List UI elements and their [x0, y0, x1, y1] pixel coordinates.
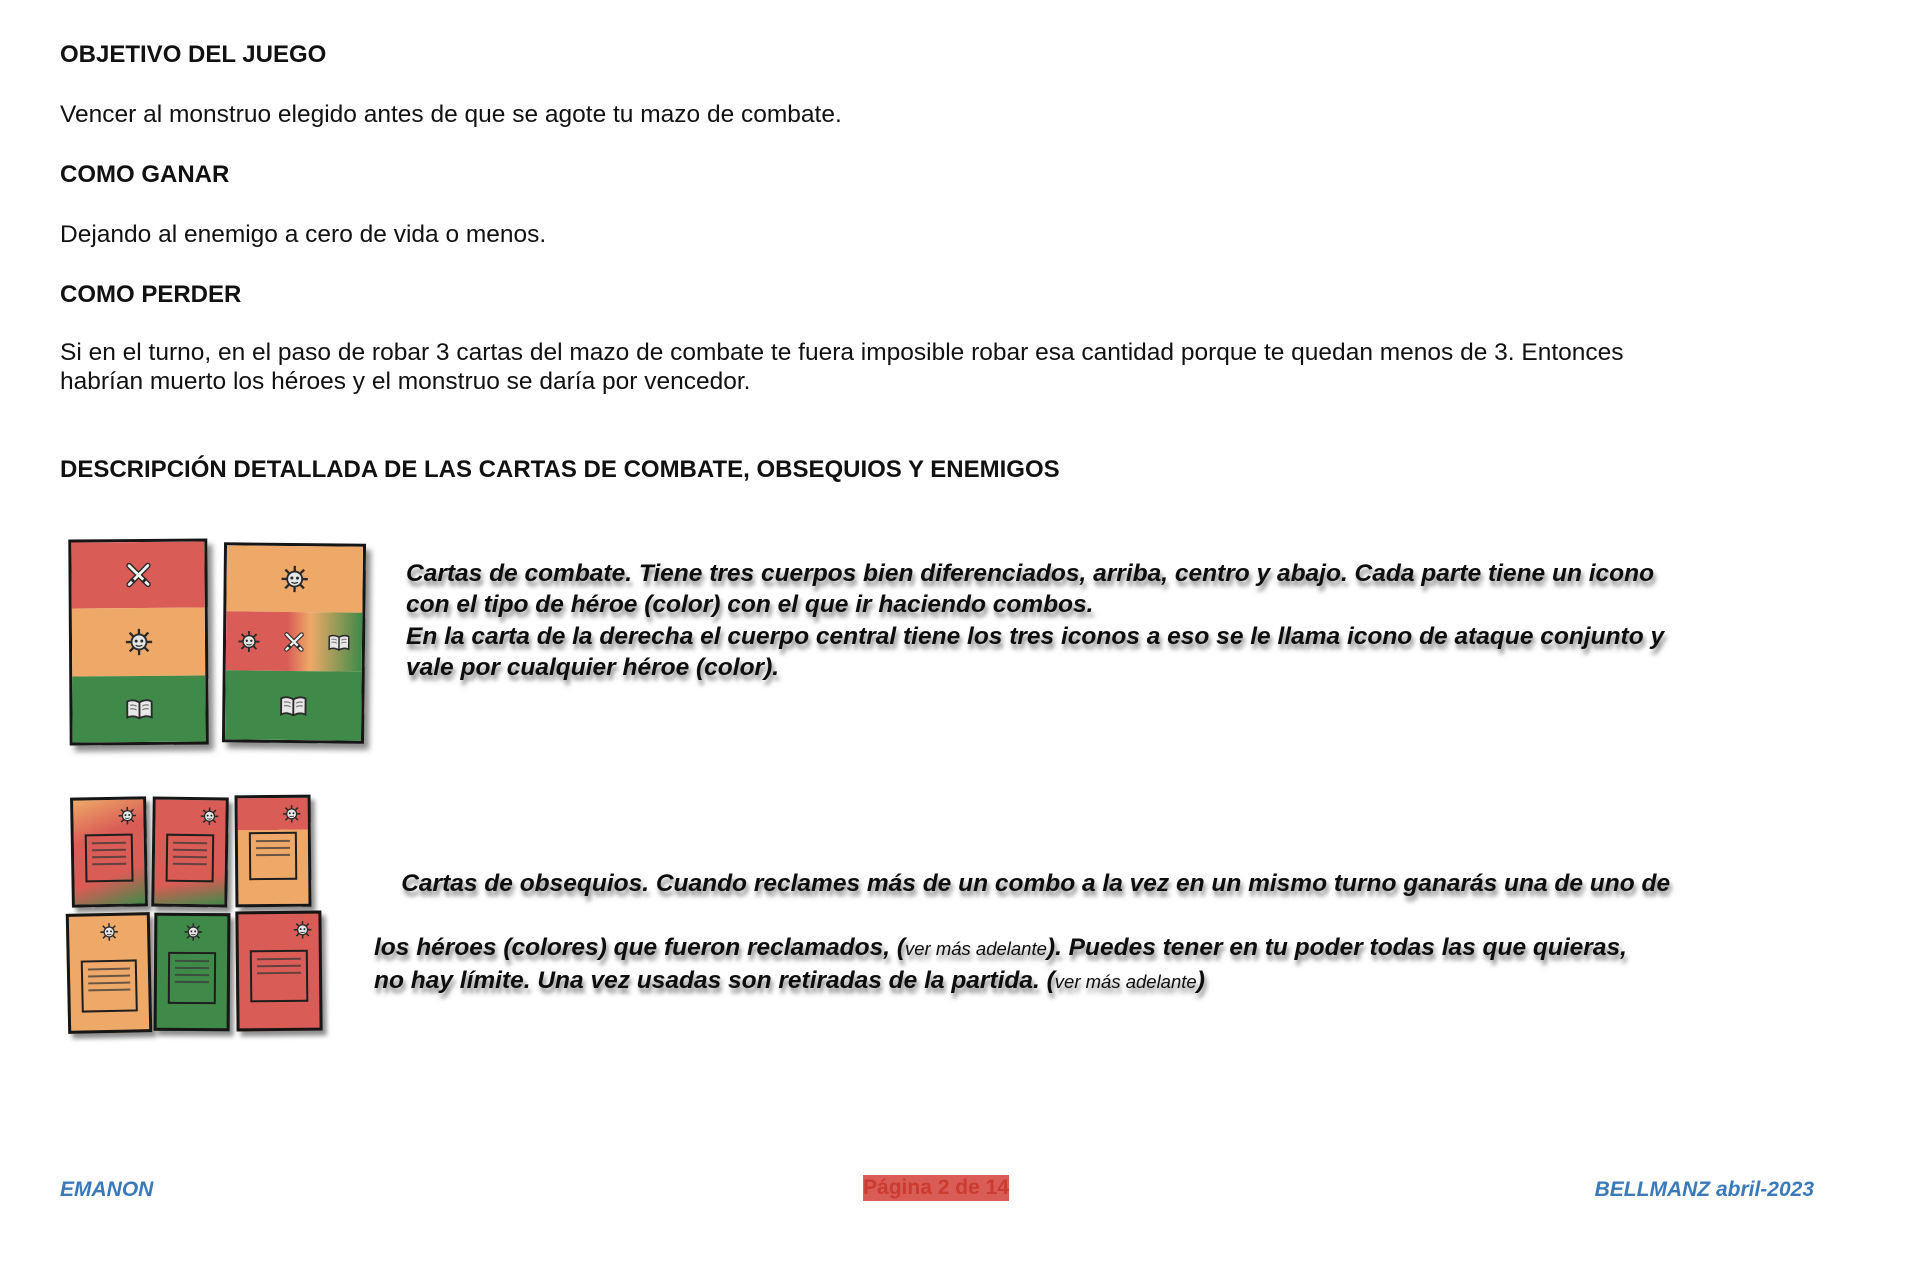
hero-emblem-icon — [183, 922, 203, 942]
gifts-text: ). Puedes tener en tu poder todas las que quieras, — [1046, 934, 1627, 961]
gift-card — [66, 912, 152, 1034]
crossed-swords-icon — [282, 629, 306, 653]
gift-card — [235, 795, 312, 908]
hero-emblem-icon — [237, 629, 261, 653]
gifts-description-line — [374, 932, 1670, 965]
hero-emblem-icon — [99, 922, 119, 942]
hero-emblem-icon — [123, 627, 153, 657]
card-text-line — [92, 863, 126, 866]
footer-left: EMANON — [60, 1178, 154, 1201]
card-text-box — [250, 950, 309, 1003]
hero-emblem-icon — [292, 920, 312, 940]
win-text: Dejando al enemigo a cero de vida o menos. — [60, 221, 547, 248]
card-text-line — [257, 965, 301, 967]
card-text-line — [88, 989, 130, 992]
lose-text-line: Si en el turno, en el paso de robar 3 cartas del mazo de combate te fuera imposible robar esa cantidad porque te quedan menos de 3. Entonces — [60, 339, 1624, 366]
card-text-line — [175, 981, 209, 983]
cards-section-heading: DESCRIPCIÓN DETALLADA DE LAS CARTAS DE COMBATE, OBSEQUIOS Y ENEMIGOS — [60, 456, 1060, 483]
hero-emblem-icon — [282, 804, 302, 824]
card-text-line — [257, 972, 301, 974]
combat-card-bottom-band — [225, 670, 362, 740]
win-heading: COMO GANAR — [60, 161, 230, 188]
card-text-box — [168, 952, 216, 1004]
card-text-line — [173, 842, 207, 844]
gifts-description-line — [374, 965, 1670, 998]
page-number: Página 2 de 14 — [863, 1176, 1009, 1199]
combat-description-line: En la carta de la derecha el cuerpo central tiene los tres iconos a eso se le llama icono de ataque conjunto y — [406, 622, 1665, 650]
lose-paragraph — [60, 338, 1624, 396]
crossed-swords-icon — [123, 560, 153, 590]
combat-card-middle-band — [72, 608, 205, 677]
see-later-note: ver más adelante — [904, 938, 1047, 959]
card-text-line — [173, 863, 207, 865]
card-text-line — [175, 960, 209, 962]
card-text-line — [175, 974, 209, 976]
combat-card-bottom-band — [72, 676, 205, 743]
objective-text: Vencer al monstruo elegido antes de que se agote tu mazo de combate. — [60, 101, 842, 128]
combat-card-right — [222, 542, 366, 743]
card-text-box — [81, 959, 138, 1012]
gifts-text: los héroes (colores) que fueron reclamados, ( — [374, 934, 905, 961]
lose-heading: COMO PERDER — [60, 281, 242, 308]
hero-emblem-icon — [280, 564, 310, 594]
card-text-box — [249, 832, 297, 880]
combat-cards-description — [406, 558, 1664, 683]
card-text-line — [88, 975, 130, 978]
card-text-line — [173, 856, 207, 858]
lose-text-line: habrían muerto los héroes y el monstruo se daría por vencedor. — [60, 368, 751, 395]
objective-heading: OBJETIVO DEL JUEGO — [60, 41, 327, 68]
card-text-line — [257, 958, 301, 960]
card-text-line — [173, 849, 207, 851]
hero-emblem-icon — [199, 806, 219, 826]
combat-card-joint-attack-band — [226, 611, 363, 671]
gifts-text: Cartas de obsequios. Cuando reclames más de un combo a la vez en un mismo turno ganarás una de uno de — [401, 870, 1671, 897]
combat-cards-image — [64, 535, 374, 750]
combat-description-line: vale por cualquier héroe (color). — [406, 653, 780, 681]
card-text-line — [88, 968, 130, 971]
gift-card — [235, 911, 322, 1032]
card-text-line — [256, 854, 290, 856]
combat-description-line: Cartas de combate. Tiene tres cuerpos bien diferenciados, arriba, centro y abajo. Cada parte tiene un icono — [406, 560, 1655, 587]
card-text-line — [256, 847, 290, 849]
gifts-text: ) — [1196, 967, 1205, 994]
hero-emblem-icon — [117, 806, 137, 826]
book-icon — [124, 694, 154, 724]
combat-card-top-band — [71, 542, 204, 609]
card-text-line — [92, 856, 126, 859]
card-text-box — [85, 834, 134, 883]
gift-cards-description — [374, 836, 1670, 998]
see-later-note: ver más adelante — [1054, 971, 1197, 992]
gifts-description-line — [374, 836, 1670, 932]
combat-description-line: con el tipo de héroe (color) con el que ir haciendo combos. — [406, 591, 1094, 619]
gift-card — [70, 796, 148, 907]
combat-card-left — [68, 539, 208, 746]
card-text-line — [256, 840, 290, 842]
card-text-line — [92, 849, 126, 852]
gifts-text: no hay límite. Una vez usadas son retiradas de la partida. ( — [374, 967, 1055, 994]
card-text-line — [92, 842, 126, 845]
card-text-line — [175, 967, 209, 969]
combat-card-top-band — [226, 545, 363, 612]
gift-card — [154, 913, 231, 1032]
book-icon — [278, 690, 308, 720]
card-text-box — [166, 834, 215, 883]
gift-cards-image — [60, 792, 335, 1042]
footer-right: BELLMANZ abril-2023 — [1594, 1178, 1814, 1201]
gift-card — [151, 796, 229, 907]
card-text-line — [88, 982, 130, 985]
book-icon — [327, 630, 351, 654]
